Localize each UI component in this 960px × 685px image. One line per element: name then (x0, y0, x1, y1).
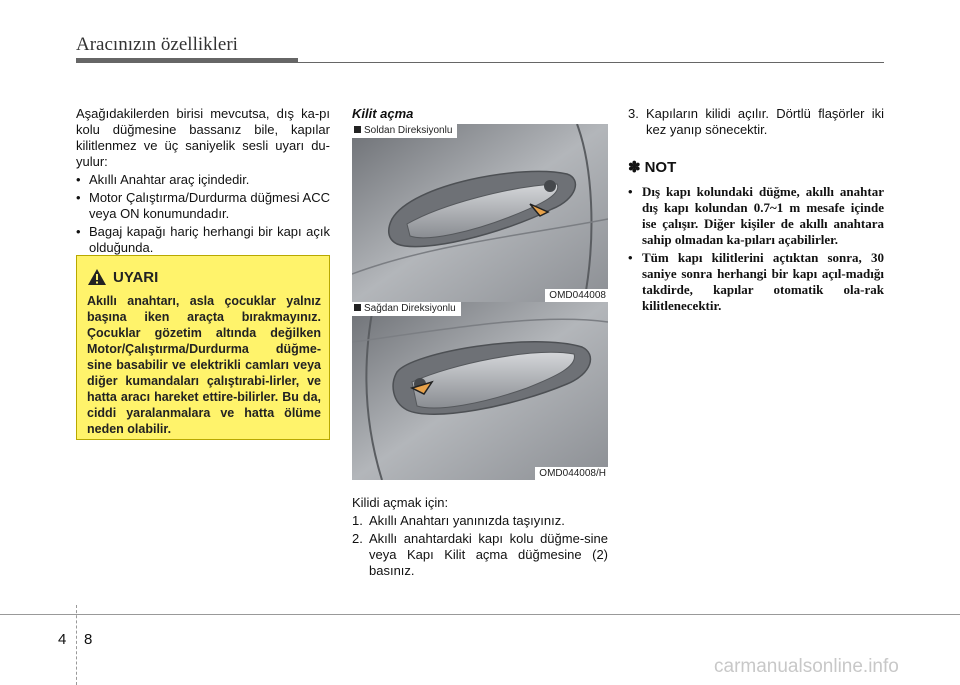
list-item: • Bagaj kapağı hariç herhangi bir kapı açık olduğunda. (76, 224, 330, 255)
section-number: 4 (58, 631, 67, 648)
list-item: 1. Akıllı Anahtarı yanınızda taşıyınız. (352, 513, 565, 528)
list-item: 2. Akıllı anahtardaki kapı kolu düğme-sine veya Kapı Kilit açma düğmesine (2) basınız. (352, 531, 608, 578)
list-item: • Akıllı Anahtar araç içindedir. (76, 172, 250, 187)
door-handle-image-lhd (352, 124, 608, 302)
page-number: 8 (84, 631, 93, 648)
header-bar (76, 58, 298, 63)
header-title: Aracınızın özellikleri (76, 34, 238, 55)
list-item: 3. Kapıların kilidi açılır. Dörtlü flaşörler iki kez yanıp sönecektir. (628, 106, 884, 137)
list-item: • Dış kapı kolundaki düğme, akıllı anahtar dış kapı kolundan 0.7~1 m mesafe içinde ise çalışır. Diğer kişiler de akıllı anahtara sahip olmadan ka-pıları açabilirler. (628, 184, 884, 247)
image-code: OMD044008 (545, 289, 608, 302)
image-label: Sağdan Direksiyonlu (352, 302, 461, 316)
list-item: • Tüm kapı kilitlerini açtıktan sonra, 30 saniye sonra herhangi bir kapı açıl-madığı takdirde, kapılar otomatik ola-rak kilitlenecektir. (628, 250, 884, 313)
condition-list (76, 172, 330, 256)
door-handle-image-rhd (352, 302, 608, 480)
header-line (298, 62, 884, 63)
image-label: Soldan Direksiyonlu (352, 124, 457, 138)
image-code: OMD044008/H (535, 467, 608, 480)
warning-text: Akıllı anahtarı, asla çocuklar yalnız başına iken araçta bırakmayınız. Çocuklar gözetim altında değilken Motor/Çalıştırma/Durdurma düğme-sine basabilir ve elektrikli camları veya diğer kumandaları çalıştırabi-lirler, ve hatta aracı hareket ettire-bilirler. Bu da, ciddi yaralanmalara ve hatta ölüme neden olabilir. (87, 294, 321, 436)
column-middle (352, 106, 608, 122)
column-right (628, 106, 884, 316)
door-handle-illustration (352, 124, 608, 302)
column-left (76, 106, 330, 258)
footer-rule (0, 614, 960, 615)
footer-divider (76, 605, 77, 685)
section-subtitle: Kilit açma (352, 106, 414, 121)
watermark: carmanualsonline.info (714, 656, 899, 677)
warning-triangle-icon (87, 268, 107, 286)
unlock-steps (352, 495, 608, 581)
intro-paragraph: Aşağıdakilerden birisi mevcutsa, dış ka-pı kolu düğmesine bassanız bile, kapılar kilitlenmez ve üç saniyelik sesli uyarı du-yulur: (76, 106, 330, 169)
warning-title: UYARI (113, 268, 159, 286)
note-list (628, 184, 884, 314)
note-header (628, 160, 884, 176)
list-item: • Motor Çalıştırma/Durdurma düğmesi ACC veya ON konumundadır. (76, 190, 330, 221)
warning-header (87, 268, 158, 286)
door-handle-illustration (352, 302, 608, 480)
steps-lead: Kilidi açmak için: (352, 495, 449, 510)
warning-box (76, 255, 330, 440)
note-title: NOT (644, 159, 677, 176)
note-star-icon: ✽ (628, 159, 641, 176)
